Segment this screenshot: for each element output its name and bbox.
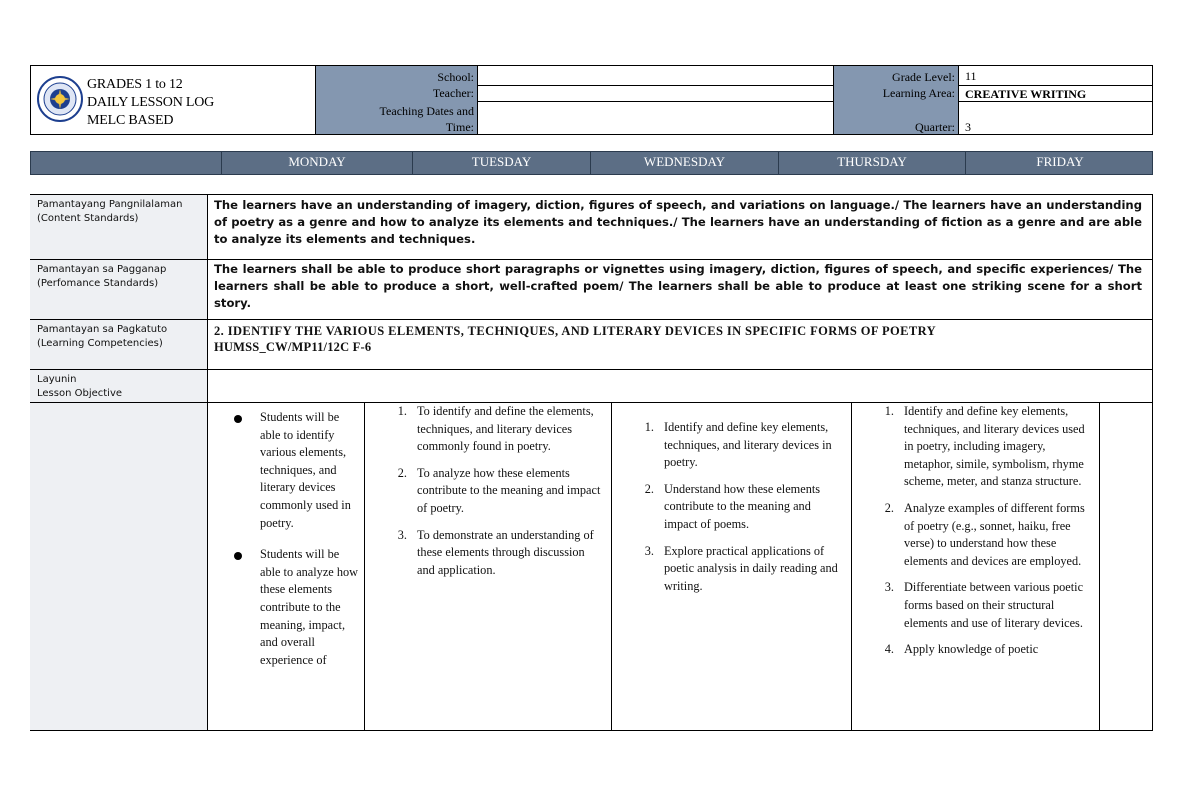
performance-standards-text: The learners shall be able to produce short paragraphs or vignettes using imagery, diction, figures of speech, and specific experiences/ The learners shall be able to produce a short, well-crafted poem/ The learners shall be able to produce at least one striking scene for a short story. xyxy=(214,262,1142,310)
learning-competencies-label-cell xyxy=(30,320,208,370)
learning-competencies-label: Pamantayan sa Pagkatuto xyxy=(37,324,168,335)
learning-area-field[interactable] xyxy=(958,85,1153,102)
list-item: 1. To identify and define the elements, techniques, and literary devices commonly found in poetry. xyxy=(397,404,594,454)
column-divider xyxy=(611,403,612,730)
quarter-label: Quarter: xyxy=(915,120,955,134)
title-line-3: MELC BASED xyxy=(87,113,174,128)
learning-area-label: Learning Area: xyxy=(882,86,955,100)
title-line-1: GRADES 1 to 12 xyxy=(87,77,183,92)
thursday-objectives xyxy=(876,403,1090,668)
row-divider xyxy=(30,319,1153,320)
content-standards-text: The learners have an understanding of imagery, diction, figures of speech, and variations on language./ The learners have an understanding of poetry as a genre and how to analyze its elements and techniques./ The learners have an understanding of fiction as a genre and are able to analyze its elements and techniques. xyxy=(214,198,1142,246)
tuesday-objectives xyxy=(389,403,605,588)
monday-objectives xyxy=(230,409,358,683)
school-field[interactable] xyxy=(477,65,834,86)
weekday-header-bar xyxy=(30,151,1153,175)
performance-standards-label: Pamantayan sa Pagganap xyxy=(37,264,167,275)
quarter-value: 3 xyxy=(965,120,971,134)
list-item-text: Differentiate between various poetic forms based on their structural elements and use of literary devices. xyxy=(904,580,1084,630)
page-bottom-margin xyxy=(0,731,1200,785)
list-item-text: Students will be able to analyze how these elements contribute to the meaning, impact, and overall experience of xyxy=(260,547,358,667)
learning-competency-code: HUMSS_CW/MP11/12C F-6 xyxy=(214,340,372,354)
wednesday-objectives xyxy=(636,419,846,604)
list-item-text: To analyze how these elements contribute to the meaning and impact of poetry. xyxy=(417,465,601,515)
list-item: 2. Understand how these elements contribute to the meaning and impact of poems. xyxy=(644,481,821,531)
list-item: 3. To demonstrate an understanding of these elements through discussion and application. xyxy=(397,527,594,577)
content-standards-sublabel: (Content Standards) xyxy=(37,213,139,224)
school-value xyxy=(478,70,484,84)
list-item-text: Explore practical applications of poetic analysis in daily reading and writing. xyxy=(664,543,838,593)
teacher-field[interactable] xyxy=(477,85,834,102)
column-divider xyxy=(851,403,852,730)
dates-label-line2: Time: xyxy=(445,120,474,134)
list-item-text: Analyze examples of different forms of poetry (e.g., sonnet, haiku, free verse) to understand how these elements and devices are employed. xyxy=(904,500,1085,568)
column-divider xyxy=(364,403,365,730)
content-standards-label-cell xyxy=(30,195,208,260)
list-item: 4. Apply knowledge of poetic xyxy=(884,642,1039,657)
learning-area-value: CREATIVE WRITING xyxy=(965,87,1087,101)
bullet-icon xyxy=(234,415,242,423)
list-item: 1. Identify and define key elements, techniques, and literary devices used in poetry, including imagery, metaphor, simile, symbolism, rhyme scheme, meter, and stanza structure. xyxy=(884,404,1085,489)
list-item-text: Students will be able to identify various elements, techniques, and literary devices commonly used in poetry. xyxy=(260,410,351,530)
school-label: School: xyxy=(437,70,474,84)
dates-label-line1: Teaching Dates and xyxy=(379,104,474,118)
list-item-text: Identify and define key elements, techniques, and literary devices used in poetry, including imagery, metaphor, simile, symbolism, rhyme scheme, meter, and stanza structure. xyxy=(904,404,1085,489)
list-item xyxy=(230,546,358,669)
teacher-label: Teacher: xyxy=(432,86,474,100)
list-item-text: To demonstrate an understanding of these elements through discussion and application. xyxy=(417,527,594,577)
list-item-text: Apply knowledge of poetic xyxy=(904,642,1039,657)
list-item-text: To identify and define the elements, techniques, and literary devices commonly found in poetry. xyxy=(417,404,594,454)
grade-level-value: 11 xyxy=(965,69,977,83)
day-tuesday: TUESDAY xyxy=(412,152,590,174)
lesson-objective-label-cell xyxy=(30,370,208,403)
day-thursday: THURSDAY xyxy=(778,152,965,174)
content-standards-label: Pamantayang Pangnilalaman xyxy=(37,199,183,210)
dates-field[interactable] xyxy=(477,101,834,135)
list-item-text: Identify and define key elements, techniques, and literary devices in poetry. xyxy=(664,420,832,470)
list-item-text: Understand how these elements contribute to the meaning and impact of poems. xyxy=(664,481,821,531)
column-divider xyxy=(1099,403,1100,730)
learning-competency-line1: 2. IDENTIFY THE VARIOUS ELEMENTS, TECHNIQUES, AND LITERARY DEVICES IN SPECIFIC FORMS OF POETRY xyxy=(214,324,937,338)
deped-seal-icon xyxy=(37,76,83,122)
list-item: 3. Explore practical applications of poetic analysis in daily reading and writing. xyxy=(644,543,838,593)
bullet-icon xyxy=(234,552,242,560)
row-divider xyxy=(30,369,1153,370)
grade-level-field[interactable] xyxy=(958,65,1153,86)
list-item: 2. Analyze examples of different forms of poetry (e.g., sonnet, haiku, free verse) to understand how these elements and devices are employed. xyxy=(884,500,1085,568)
quarter-field[interactable] xyxy=(958,101,1153,135)
list-item: 1. Identify and define key elements, techniques, and literary devices in poetry. xyxy=(644,420,832,470)
list-item: 2. To analyze how these elements contribute to the meaning and impact of poetry. xyxy=(397,465,601,515)
list-item: 3. Differentiate between various poetic forms based on their structural elements and use of literary devices. xyxy=(884,580,1084,630)
learning-competencies-sublabel: (Learning Competencies) xyxy=(37,338,163,349)
performance-standards-sublabel: (Perfomance Standards) xyxy=(37,278,159,289)
list-item xyxy=(230,409,358,532)
dates-value xyxy=(478,106,484,120)
lesson-objective-label: Layunin xyxy=(37,374,77,385)
row-divider xyxy=(30,259,1153,260)
performance-standards-label-cell xyxy=(30,260,208,320)
day-monday: MONDAY xyxy=(221,152,412,174)
lesson-objective-sublabel: Lesson Objective xyxy=(37,388,123,399)
lesson-log-title xyxy=(87,76,214,130)
title-line-2: DAILY LESSON LOG xyxy=(87,95,215,110)
objectives-label-cell xyxy=(30,403,208,730)
header-title-box xyxy=(30,65,316,135)
grade-level-label: Grade Level: xyxy=(892,70,955,84)
day-friday: FRIDAY xyxy=(965,152,1154,174)
day-wednesday: WEDNESDAY xyxy=(590,152,778,174)
